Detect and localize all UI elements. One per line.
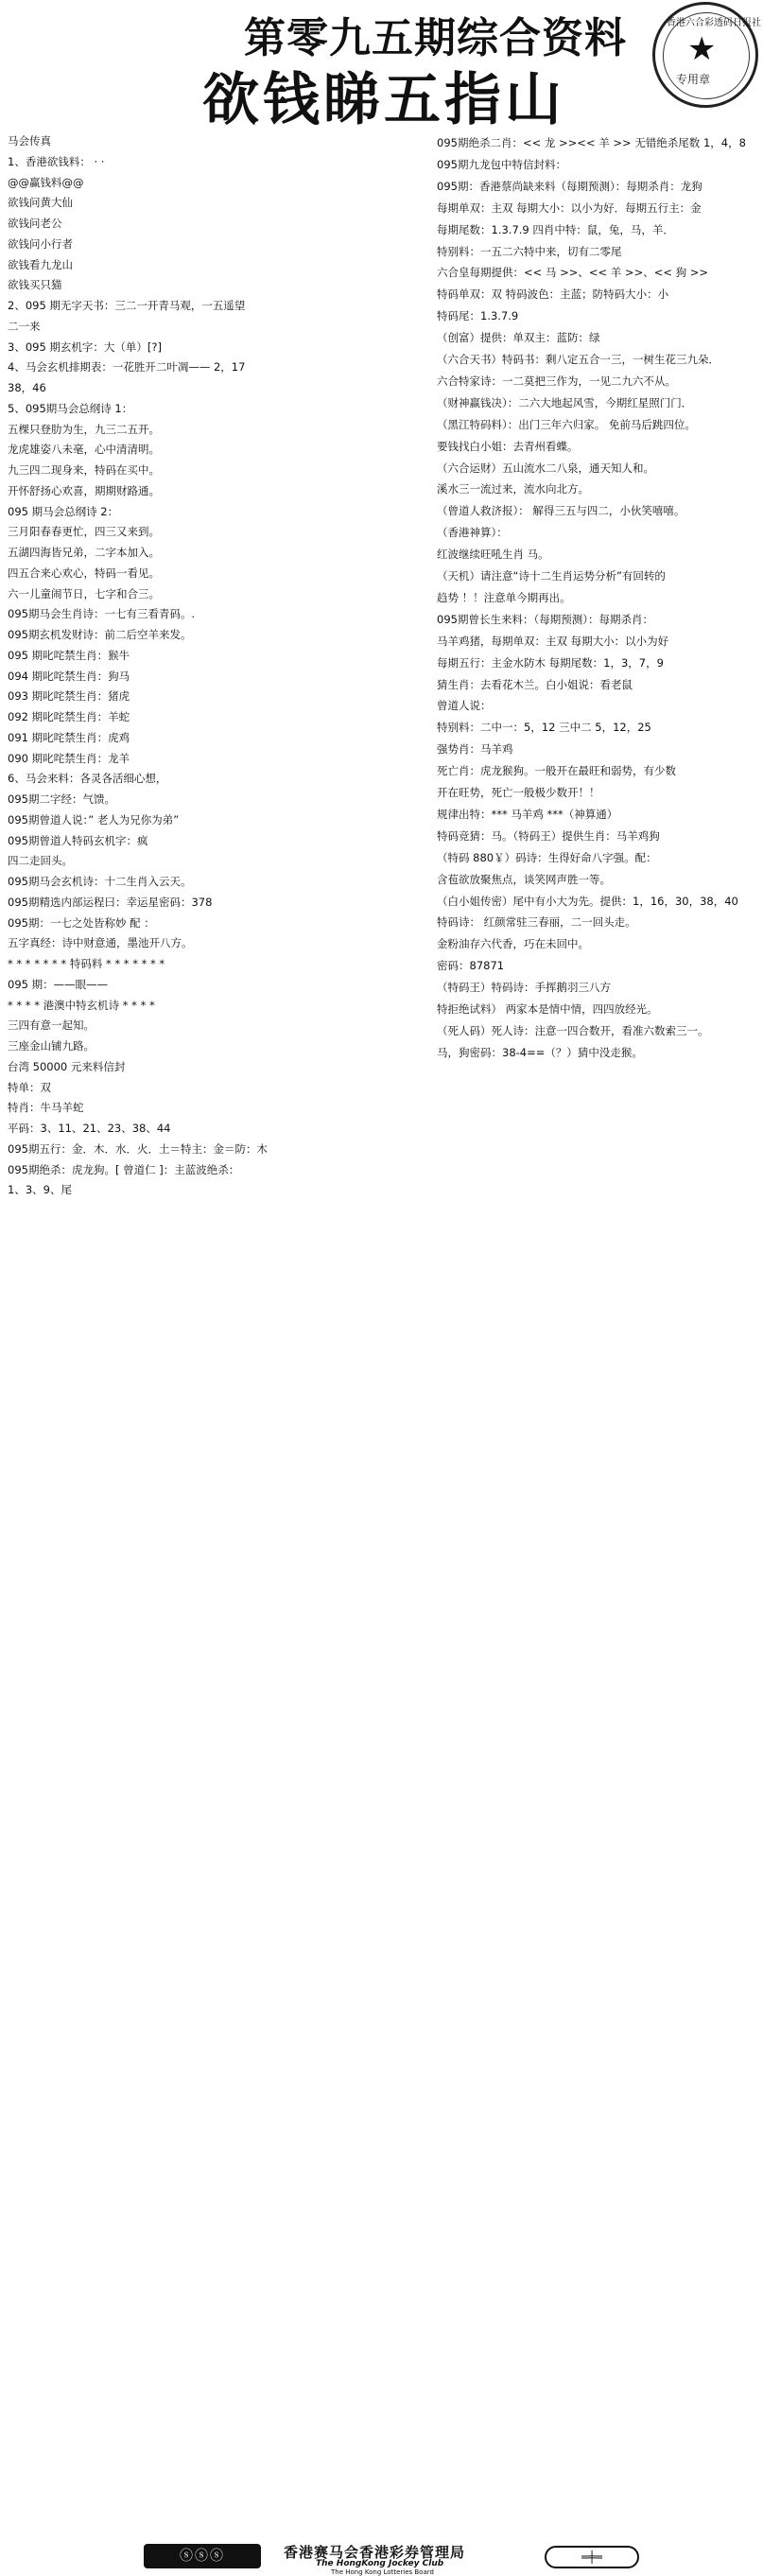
- left-column-line: 6、马会来料：各灵各活细心想，: [8, 772, 167, 785]
- left-column-line: 三四有意一起知。: [8, 1018, 95, 1032]
- left-column-line: 1、3、9、尾: [8, 1183, 72, 1196]
- left-column-line: 095期马会生肖诗：一七有三看青码。.: [8, 607, 196, 620]
- page-subtitle: 欲钱睇五指山: [202, 67, 565, 133]
- right-column-line: 猜生肖：去看花木兰。白小姐说：看老鼠: [437, 678, 633, 691]
- right-column-line: （特码 880￥）码诗：生得好命八字强。配：: [437, 851, 657, 864]
- right-column-line: 每期尾数：1.3.7.9 四肖中特：鼠，兔，马，羊．: [437, 223, 674, 236]
- left-column-line: 095期五行：金．木．水．火．土＝特主：金＝防：木: [8, 1142, 268, 1156]
- right-column-line: 开在旺势，死亡一般极少数开！！: [437, 786, 600, 799]
- left-column-line: 五棵只登肋为生，九三二五开。: [8, 423, 160, 436]
- footer-org-english-sub: The Hong Kong Lotteries Board: [331, 2568, 434, 2576]
- left-column-line: 欲钱买只猫: [8, 278, 62, 291]
- left-column-line: 3、095 期玄机字：大（单）[?]: [8, 340, 162, 354]
- right-column-line: 特拒绝试料） 两家本是情中情，四四放经光。: [437, 1002, 658, 1016]
- right-column-line: （曾道人救济报）： 解得三五与四二，小伙笑嘻嘻。: [437, 504, 685, 517]
- left-column-line: * * * * 港澳中特玄机诗 * * * *: [8, 999, 155, 1012]
- left-column-line: 090 期叱咤禁生肖：龙羊: [8, 752, 130, 765]
- right-column-line: （死人码）死人诗：注意一四合数开，看准六数索三一。: [437, 1024, 709, 1037]
- left-column-line: 欲钱问小行者: [8, 237, 73, 251]
- left-column-line: 三月阳春春更忙，四三又来到。: [8, 525, 160, 538]
- right-column-line: （特码王）特码诗：手挥鹅羽三八方: [437, 981, 611, 994]
- right-column-line: （创富）提供：单双主：蓝防：绿: [437, 331, 600, 344]
- right-column-line: 每期五行：主金水防木 每期尾数：1，3，7，9: [437, 656, 664, 670]
- left-column-line: 5、095期马会总纲诗 1：: [8, 402, 133, 415]
- left-column-line: 龙虎雄姿八未毫，心中清清明。: [8, 443, 160, 456]
- left-column-line: 095期二字经：气馈。: [8, 792, 115, 806]
- seal-arc-text: 香港六合彩透码日报社: [667, 18, 761, 28]
- left-column-line: 093 期叱咤禁生肖：猪虎: [8, 689, 130, 703]
- left-column-line: 095期玄机发财诗：前二后空羊来发。: [8, 628, 192, 641]
- right-column-line: 红波继续旺吼生肖 马。: [437, 548, 549, 561]
- left-column-line: 38，46: [8, 381, 46, 394]
- left-column-line: 欲钱问黄大仙: [8, 196, 73, 209]
- right-column-line: 规律出特：*** 马羊鸡 ***（神算通）: [437, 808, 618, 821]
- footer-org-english: The HongKong Jockey Club: [316, 2559, 444, 2568]
- right-column-line: 特别料：一五二六特中来，切有二零尾: [437, 245, 622, 258]
- left-column-line: 五湖四海皆兄弟，二字本加入。: [8, 546, 160, 559]
- left-column-line: 4、马会玄机排期表：一花胜开二叶凋—— 2，17: [8, 360, 246, 374]
- right-column-line: 特码单双：双 特码波色：主蓝；防特码大小：小: [437, 287, 669, 301]
- left-column-line: @@赢钱料@@: [8, 176, 84, 189]
- right-column-line: 六合特家诗：一二莫把三作为，一见二九六不从。: [437, 374, 676, 388]
- right-column-line: 特别料：二中一：5，12 三中二 5，12，25: [437, 721, 651, 734]
- left-column-line: 091 期叱咤禁生肖：虎鸡: [8, 731, 130, 744]
- left-column-line: 欲钱问老公: [8, 217, 62, 230]
- right-column-line: （六合运财）五山流水二八泉，通天知人和。: [437, 461, 654, 475]
- left-column-line: 九三四二现身来，特码在买中。: [8, 463, 160, 477]
- left-column-line: 特单：双: [8, 1081, 51, 1094]
- right-column-line: （六合天书）特码书：剩八定五合一三，一树生花三九朵．: [437, 353, 720, 366]
- right-column-line: 每期单双：主双 每期大小：以小为好．每期五行主：金: [437, 201, 702, 215]
- right-column-line: 马，狗密码：38-4==（？）猜中没走猴。: [437, 1046, 643, 1059]
- star-icon: ★: [687, 30, 717, 68]
- right-column-line: （黑江特码料）：出门三年六归家。 免前马后跳四位。: [437, 418, 696, 431]
- right-column-line: 曾道人说：: [437, 699, 492, 712]
- left-column-line: 六一儿童闹节日，七字和合三。: [8, 587, 160, 600]
- left-column-line: 092 期叱咤禁生肖：羊蛇: [8, 710, 130, 723]
- right-column-line: 特码竞猜：马。（特码王）提供生肖：马羊鸡狗: [437, 829, 660, 843]
- right-column-line: 095期绝杀二肖：<< 龙 >><< 羊 >> 无错绝杀尾数 1，4，8: [437, 136, 746, 149]
- right-column-line: 含苞欲放聚焦点，谈笑网声胜一等。: [437, 873, 611, 886]
- left-column-line: 三座金山铺九路。: [8, 1039, 95, 1053]
- left-column-line: 1、香港欲钱料： · ·: [8, 155, 105, 168]
- right-column-line: 095期：香港蔡尚缺来料（每期预测）：每期杀肖：龙狗: [437, 180, 702, 193]
- official-seal: [652, 2, 761, 108]
- left-column-line: 095 期：——眼——: [8, 978, 109, 991]
- right-column-line: （天机）请注意“诗十二生肖运势分析”有回转的: [437, 569, 666, 583]
- right-column-line: 六合皇每期提供：<< 马 >>、<< 羊 >>、<< 狗 >>: [437, 266, 709, 279]
- left-column-line: 台湾 50000 元来料信封: [8, 1060, 126, 1073]
- left-column-line: 特肖：牛马羊蛇: [8, 1101, 84, 1114]
- right-column-line: （财神赢钱决）：二六大地起风雪，今期红星照门门．: [437, 396, 693, 409]
- right-column-line: 金粉油存六代香，巧在未回中。: [437, 937, 589, 950]
- left-column-line: 欲钱看九龙山: [8, 258, 73, 271]
- right-column-line: 死亡肖：虎龙猴狗。一般开在最旺和弱势，有少数: [437, 764, 676, 777]
- right-column-line: 095期九龙包中特信封料：: [437, 158, 566, 171]
- jockey-club-logo-icon: ═╪═: [545, 2546, 639, 2568]
- left-column-line: 开怀舒扬心欢喜，期期财路通。: [8, 484, 160, 497]
- left-column-line: 095 期马会总纲诗 2：: [8, 505, 119, 518]
- left-column-line: 095期曾道人说：” 老人为兄你为弟”: [8, 813, 180, 827]
- footer: [0, 1269, 763, 2576]
- right-column-line: 马羊鸡猪，每期单双：主双 每期大小：以小为好: [437, 635, 669, 648]
- footer-org-name: 香港赛马会香港彩券管理局: [284, 2544, 466, 2561]
- right-column-line: 095期曾长生来料：（每期预测）：每期杀肖：: [437, 613, 653, 626]
- right-column-line: 要钱找白小姐：去青州看蝶。: [437, 440, 579, 453]
- right-column-line: 特码尾：1.3.7.9: [437, 309, 519, 322]
- left-column-line: 095期马会玄机诗：十二生肖入云天。: [8, 875, 192, 888]
- lottery-logo-icon: ⓢⓢⓢ: [144, 2544, 261, 2568]
- right-column-line: 强势肖：马羊鸡: [437, 742, 513, 756]
- right-column-line: 趋势 ！！注意单今期再出。: [437, 591, 571, 604]
- left-column-line: 二一来: [8, 320, 41, 333]
- left-column-line: * * * * * * * 特码料 * * * * * * *: [8, 957, 165, 970]
- left-column-line: 095期曾道人特码玄机字：疯: [8, 834, 148, 847]
- left-column-line: 095期绝杀：虎龙狗。[ 曾道仁 ]：主蓝波绝杀：: [8, 1163, 240, 1176]
- left-column-line: 095期精选内部运程曰：幸运星密码：378: [8, 896, 213, 909]
- page-title: 第零九五期综合资料: [244, 14, 627, 62]
- right-column-line: （香港神算）：: [437, 526, 508, 539]
- left-column-line: 2、095 期无字天书：三二一开青马观，一五遥望: [8, 299, 246, 312]
- left-column-line: 095 期叱咤禁生肖：猴牛: [8, 649, 130, 662]
- left-column-line: 四五合来心欢心，特码一看见。: [8, 566, 160, 580]
- left-column-line: 四二走回头。: [8, 854, 73, 867]
- left-column-line: 094 期叱咤禁生肖：狗马: [8, 670, 130, 683]
- right-column-line: （白小姐传密）尾中有小大为先。提供：1，16，30，38，40: [437, 895, 738, 908]
- right-column-line: 特码诗： 红颜常驻三春丽，二一回头走。: [437, 915, 636, 929]
- left-column-line: 平码：3、11、21、23、38、44: [8, 1122, 171, 1135]
- right-column-line: 密码：87871: [437, 959, 505, 972]
- seal-label: 专用章: [676, 73, 711, 86]
- right-column-line: 溪水三一流过来，流水向北方。: [437, 482, 589, 496]
- left-column-line: 马会传真: [8, 134, 51, 148]
- left-column-line: 095期：一七之处皆称妙 配 ：: [8, 916, 155, 930]
- left-column-line: 五字真经：诗中财意通，墨池开八方。: [8, 936, 193, 949]
